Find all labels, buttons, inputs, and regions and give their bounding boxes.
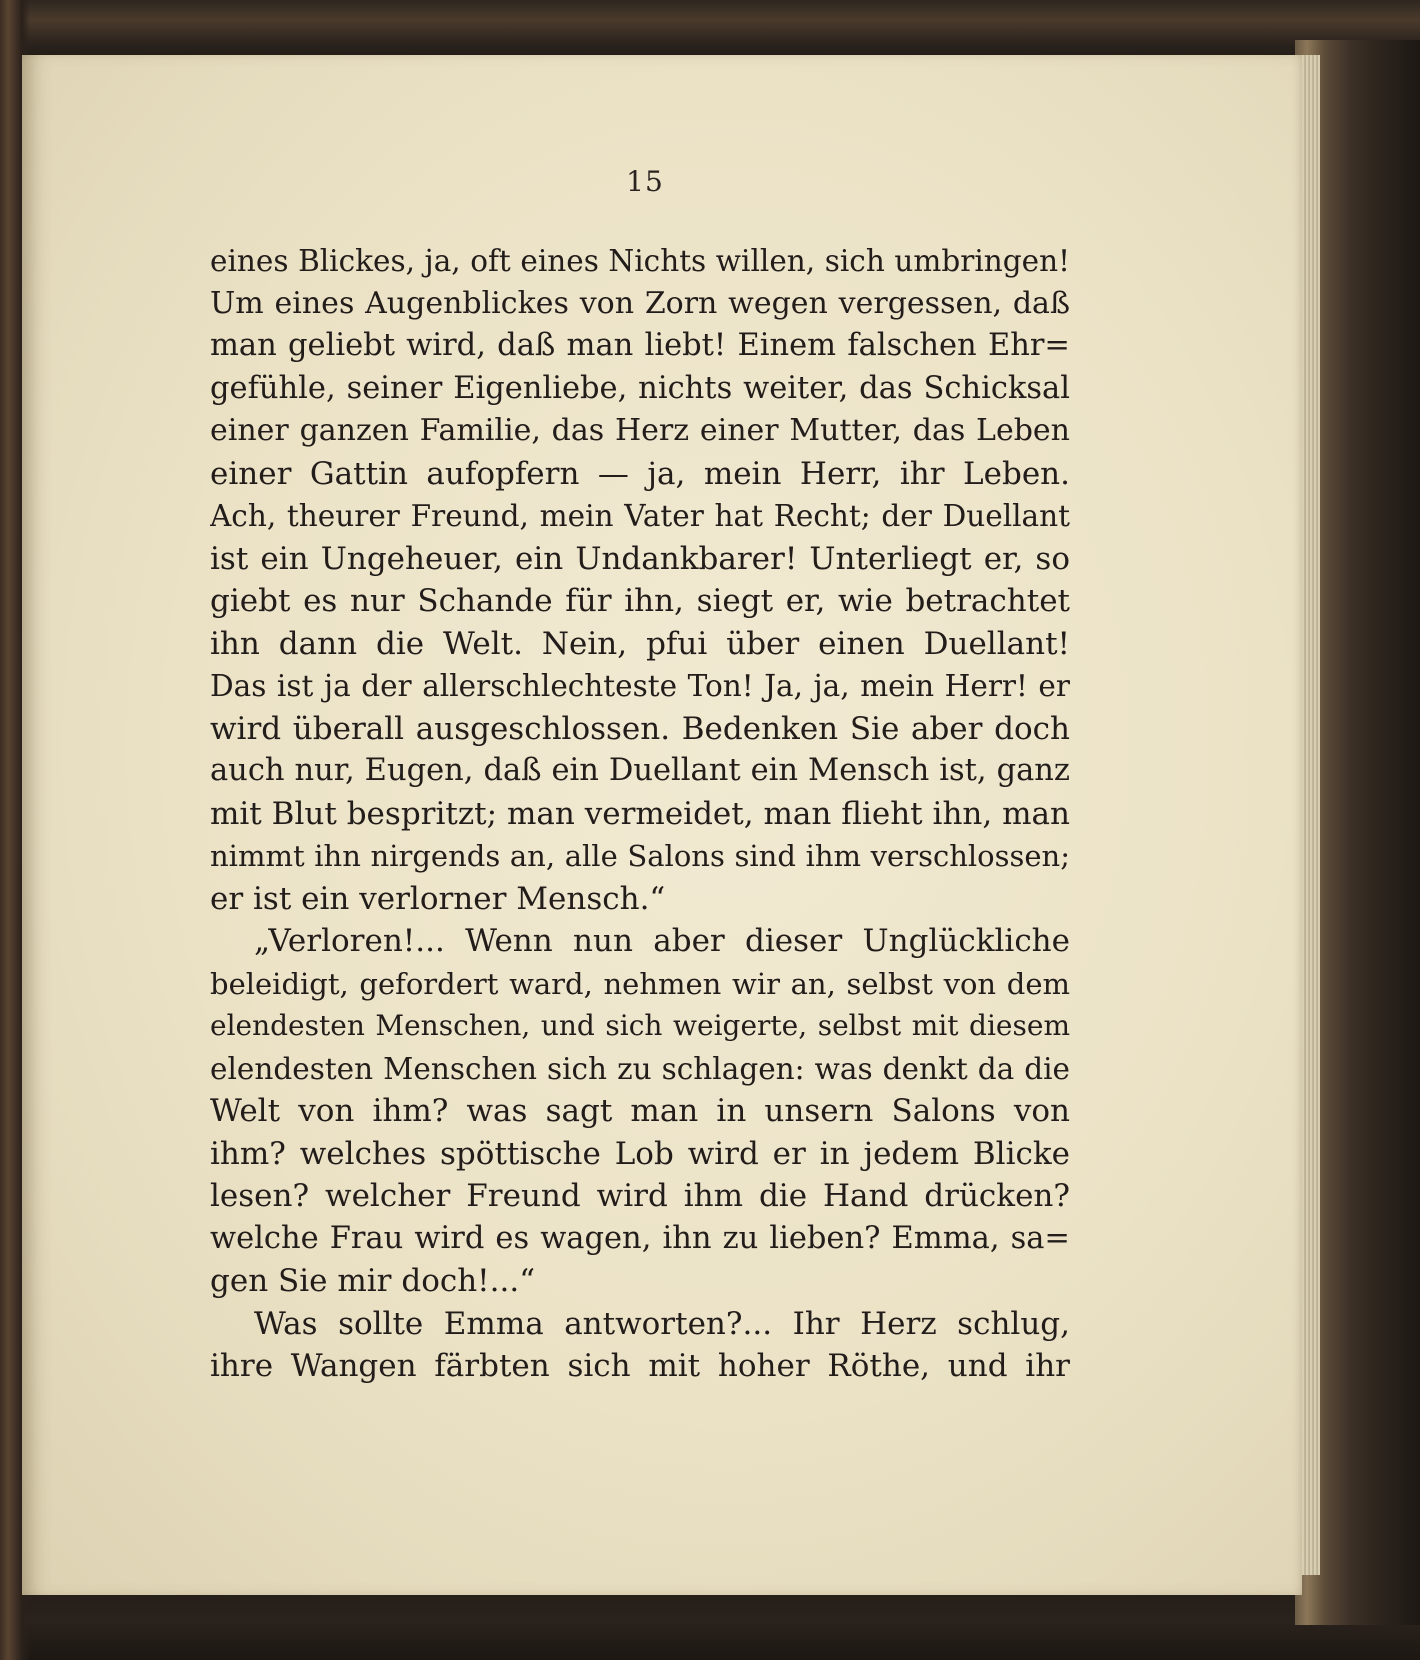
text-line: ihn dann die Welt. Nein, pfui über einen Duellant! (210, 625, 1070, 662)
text-line: man geliebt wird, daß man liebt! Einem falschen Ehr= (210, 328, 1070, 363)
text-line: Was sollte Emma antworten?... Ihr Herz schlug, (254, 1305, 1070, 1342)
text-line: wird überall ausgeschlossen. Bedenken Sie aber doch (210, 710, 1070, 747)
text-line: gen Sie mir doch!...“ (210, 1263, 536, 1299)
text-line: elendesten Menschen sich zu schlagen: was denkt da die (210, 1051, 1070, 1086)
text-line: beleidigt, gefordert ward, nehmen wir an, selbst von dem (210, 966, 1070, 1001)
text-line: elendesten Menschen, und sich weigerte, selbst mit diesem (210, 1009, 1070, 1042)
text-line: mit Blut bespritzt; man vermeidet, man flieht ihn, man (210, 795, 1070, 832)
page-number: 15 (626, 165, 664, 198)
text-line: er ist ein verlorner Mensch.“ (210, 880, 666, 917)
text-line: ihm? welches spöttische Lob wird er in jedem Blicke (210, 1135, 1070, 1172)
text-line: lesen? welcher Freund wird ihm die Hand drücken? (210, 1178, 1070, 1214)
text-line: nimmt ihn nirgends an, alle Salons sind ihm verschlossen; (210, 839, 1070, 873)
text-line: gefühle, seiner Eigenliebe, nichts weiter, das Schicksal (210, 370, 1070, 406)
text-line: Um eines Augenblickes von Zorn wegen vergessen, daß (210, 285, 1070, 321)
text-line: Welt von ihm? was sagt man in unsern Salons von (210, 1093, 1070, 1129)
text-line: ihre Wangen färbten sich mit hoher Röthe, und ihr (210, 1348, 1070, 1384)
text-line: ist ein Ungeheuer, ein Undankbarer! Unterliegt er, so (210, 540, 1070, 577)
text-line: einer ganzen Familie, das Herz einer Mutter, das Leben (210, 413, 1070, 448)
text-line: Das ist ja der allerschlechteste Ton! Ja, ja, mein Herr! er (210, 669, 1070, 703)
text-line: eines Blickes, ja, oft eines Nichts willen, sich umbringen! (210, 244, 1070, 278)
text-line: „Verloren!... Wenn nun aber dieser Unglückliche (254, 923, 1070, 959)
text-line: einer Gattin aufopfern — ja, mein Herr, ihr Leben. (210, 455, 1070, 492)
text-line: auch nur, Eugen, daß ein Duellant ein Mensch ist, ganz (210, 753, 1070, 788)
body-text (210, 240, 1070, 1388)
text-line: giebt es nur Schande für ihn, siegt er, wie betrachtet (210, 583, 1070, 619)
text-line: Ach, theurer Freund, mein Vater hat Recht; der Duellant (210, 499, 1070, 533)
text-line: welche Frau wird es wagen, ihn zu lieben? Emma, sa= (210, 1220, 1070, 1256)
